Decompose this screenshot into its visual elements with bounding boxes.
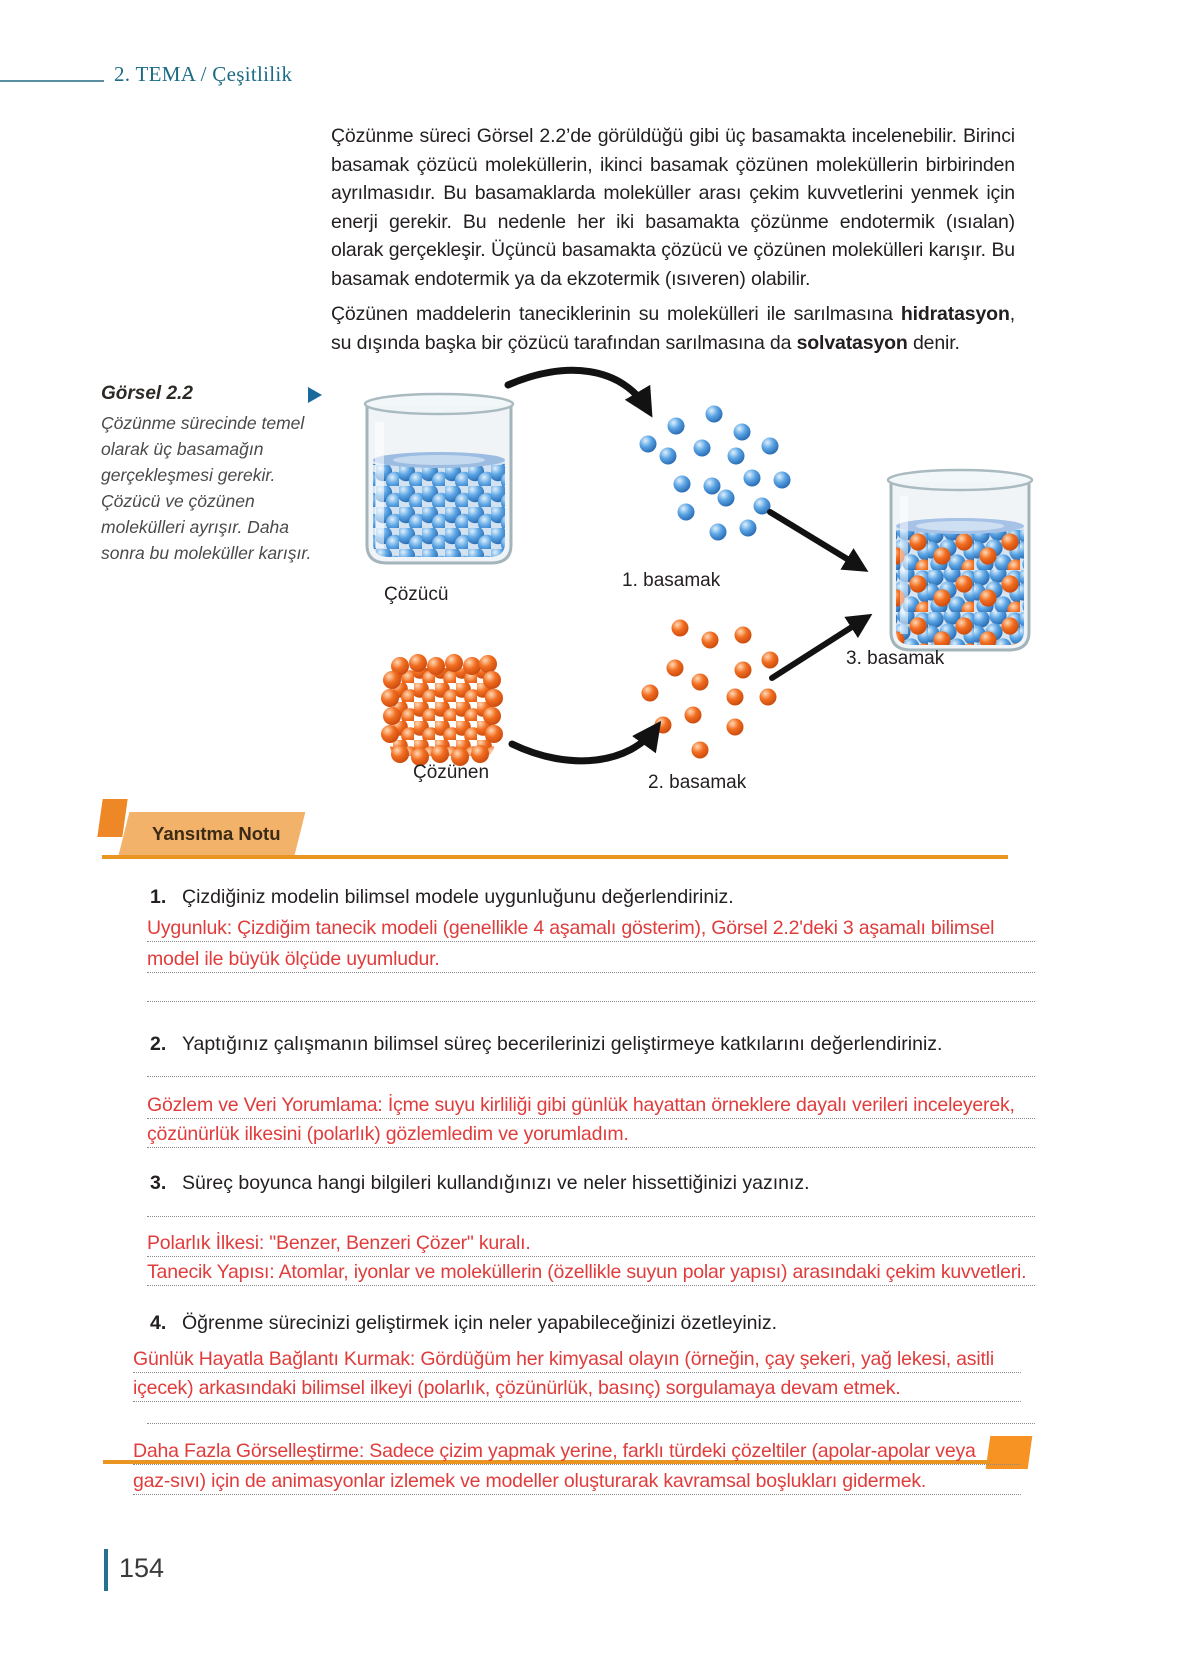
- flow-arrows: [508, 370, 866, 761]
- mixture-beaker: [888, 470, 1032, 650]
- answer-1-line-2[interactable]: model ile büyük ölçüde uyumludur.: [147, 944, 1035, 973]
- solute-cube: [381, 654, 503, 766]
- question-4: [150, 1312, 777, 1335]
- question-4-number: 4.: [150, 1312, 167, 1334]
- label-solute: Çözünen: [413, 762, 490, 783]
- figure-caption: Çözünme sürecinde temel olarak üç basamağın gerçekleşmesi gerekir. Çözücü ve çözünen molekülleri ayrışır. Daha sonra bu moleküller karışır.: [101, 413, 312, 563]
- answer-4-blank-line[interactable]: [147, 1395, 1035, 1424]
- intro-paragraph-1: Çözünme süreci Görsel 2.2’de görüldüğü gibi üç basamakta incelenebilir. Birinci basamak çözücü moleküllerin, ikinci basamak çözünen moleküllerin birbirinden ayrılmasıdır. Bu basamaklarda moleküller arası çekim kuvvetlerini yenmek için enerji gerekir. Bu nedenle her iki basamakta çözünme endotermik (ısıalan) olarak gerçekleşir. Üçüncü basamakta çözücü ve çözünen molekülleri karışır. Bu basamak endotermik ya da ekzotermik (ısıveren) olabilir.: [331, 125, 1015, 290]
- answer-2-blank-line[interactable]: [147, 1048, 1035, 1077]
- question-4-text: Öğrenme sürecinizi geliştirmek için neler yapabileceğinizi özetleyiniz.: [182, 1312, 778, 1334]
- label-step3: 3. basamak: [846, 648, 945, 669]
- arrow-solvent-to-step1: [508, 370, 648, 410]
- label-solvent: Çözücü: [384, 584, 449, 605]
- reflection-note-title: Yansıtma Notu: [152, 823, 281, 844]
- answer-3-line-1[interactable]: Polarlık İlkesi: "Benzer, Benzeri Çözer" kuralı.: [147, 1228, 1035, 1257]
- question-2-number: 2.: [150, 1033, 167, 1055]
- header-rule: [0, 80, 104, 82]
- question-3-text: Süreç boyunca hangi bilgileri kullandığınızı ve neler hissettiğinizi yazınız.: [182, 1172, 810, 1194]
- intro-paragraph-2: [331, 300, 1015, 357]
- answer-3-blank-line[interactable]: [147, 1188, 1035, 1217]
- step1-molecules: [640, 406, 791, 541]
- figure-title: Görsel 2.2: [101, 383, 193, 404]
- question-3-number: 3.: [150, 1172, 167, 1194]
- figure-pointer-icon: [308, 387, 322, 403]
- question-1: [150, 886, 734, 909]
- p2-text-1: Çözünen maddelerin taneciklerinin su molekülleri ile sarılmasına: [331, 303, 901, 325]
- arrow-step1-to-mixture: [770, 512, 862, 568]
- term-hidratasyon: hidratasyon: [900, 303, 1010, 325]
- question-1-number: 1.: [150, 886, 167, 908]
- page-number-bar: [104, 1549, 108, 1591]
- step2-molecules: [642, 620, 779, 759]
- answer-4-line-1[interactable]: Günlük Hayatla Bağlantı Kurmak: Gördüğüm her kimyasal olayın (örneğin, çay şekeri, yağ lekesi, asitli: [133, 1344, 1021, 1373]
- extra-answer-line-1[interactable]: Daha Fazla Görselleştirme: Sadece çizim yapmak yerine, farklı türdeki çözeltiler (apolar-apolar veya: [133, 1436, 1021, 1465]
- term-solvatasyon: solvatasyon: [796, 331, 908, 354]
- page-number: 154: [119, 1553, 165, 1583]
- p2-text-3: denir.: [907, 331, 960, 354]
- arrow-solute-to-step2: [512, 728, 656, 761]
- answer-2-line-2[interactable]: çözünürlük ilkesini (polarlık) gözlemledim ve yorumladım.: [147, 1119, 1035, 1148]
- solvent-beaker: [365, 394, 513, 563]
- answer-4-line-2[interactable]: içecek) arkasındaki bilimsel ilkeyi (polarlık, çözünürlük, basınç) sorgulamaya devam etmek.: [133, 1373, 1021, 1402]
- answer-1-line-1[interactable]: Uygunluk: Çizdiğim tanecik modeli (genellikle 4 aşamalı gösterim), Görsel 2.2'deki 3 aşamalı bilimsel: [147, 913, 1035, 942]
- p2-text-2: , su dışında başka bir çözücü tarafından sarılmasına da: [331, 303, 1015, 354]
- answer-1-blank-line[interactable]: [147, 973, 1035, 1002]
- banner-underline: [102, 855, 1008, 859]
- label-step2: 2. basamak: [648, 772, 747, 793]
- answer-3-line-2[interactable]: Tanecik Yapısı: Atomlar, iyonlar ve moleküllerin (özellikle suyun polar yapısı) arasındaki çekim kuvvetleri.: [147, 1257, 1035, 1286]
- extra-answer-line-2[interactable]: gaz-sıvı) için de animasyonlar izlemek ve modeller oluşturarak kavramsal boşlukları gidermek.: [133, 1466, 1021, 1495]
- label-step1: 1. basamak: [622, 570, 721, 591]
- page-header: 2. TEMA / Çeşitlilik: [114, 62, 293, 86]
- reflection-note-banner: [119, 812, 306, 855]
- answer-2-line-1[interactable]: Gözlem ve Veri Yorumlama: İçme suyu kirliliği gibi günlük hayattan örneklere dayalı verileri inceleyerek,: [147, 1090, 1035, 1119]
- question-1-text: Çizdiğiniz modelin bilimsel modele uygunluğunu değerlendiriniz.: [182, 886, 734, 908]
- question-2-text: Yaptığınız çalışmanın bilimsel süreç becerilerinizi geliştirmeye katkılarını değerlendiriniz.: [182, 1033, 943, 1055]
